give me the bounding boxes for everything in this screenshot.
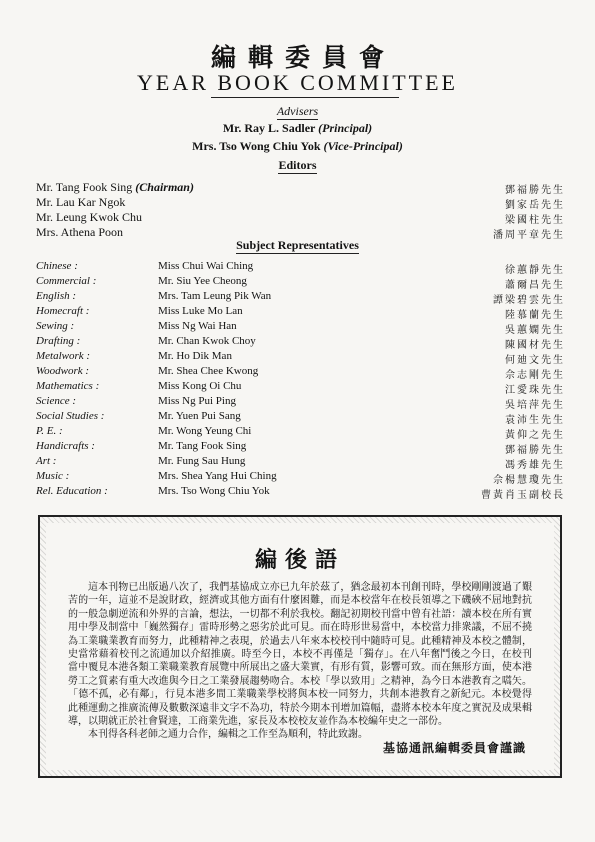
afterword-inner <box>46 523 554 770</box>
afterword-body <box>68 581 532 742</box>
advisers-heading: Advisers <box>276 104 319 118</box>
representative-chinese-name: 吳培萍先生 <box>505 400 565 411</box>
representative-name: Mr. Fung Sau Hung <box>158 455 246 467</box>
representative-name: Mr. Chan Kwok Choy <box>158 335 256 347</box>
subject-label: Metalwork : <box>36 350 91 362</box>
subject-label: English : <box>36 290 77 302</box>
subject-label: Art : <box>36 455 57 467</box>
english-title: YEAR BOOK COMMITTEE <box>137 70 458 95</box>
afterword-signature: 基協通訊編輯委員會謹識 <box>382 741 526 755</box>
subject-label: Chinese : <box>36 260 78 272</box>
subject-label: Drafting : <box>36 335 81 347</box>
editor-name: Mr. Tang Fook Sing (Chairman) <box>36 180 194 194</box>
editor-chinese-name: 劉家岳先生 <box>505 200 565 211</box>
representative-chinese-name: 佘志剛先生 <box>505 370 565 381</box>
adviser-line: Mrs. Tso Wong Chiu Yok (Vice-Principal) <box>192 139 403 153</box>
representative-name: Mr. Ho Dik Man <box>158 350 232 362</box>
subject-label: Homecraft : <box>36 305 90 317</box>
subject-label: Mathematics : <box>36 380 100 392</box>
representative-chinese-name: 江愛珠先生 <box>505 385 565 396</box>
representative-chinese-name: 佘楊慧瓊先生 <box>493 475 565 486</box>
editor-chinese-name: 鄧福勝先生 <box>505 185 565 196</box>
editor-name: Mr. Leung Kwok Chu <box>36 210 142 224</box>
representative-chinese-name: 陸慕蘭先生 <box>505 310 565 321</box>
representative-chinese-name: 陳國材先生 <box>505 340 565 351</box>
subject-label: Music : <box>36 470 70 482</box>
subject-label: Handicrafts : <box>36 440 95 452</box>
representative-chinese-name: 黃仰之先生 <box>505 430 565 441</box>
representative-name: Mr. Siu Yee Cheong <box>158 275 247 287</box>
subject-label: Sewing : <box>36 320 75 332</box>
representative-name: Miss Ng Pui Ping <box>158 395 236 407</box>
representative-chinese-name: 何廸文先生 <box>505 355 565 366</box>
representative-chinese-name: 曹黃肖玉副校長 <box>481 490 565 501</box>
representative-name: Miss Luke Mo Lan <box>158 305 243 317</box>
representative-chinese-name: 譚梁碧雲先生 <box>493 295 565 306</box>
afterword-title: 編後語 <box>254 547 345 573</box>
subject-label: Social Studies : <box>36 410 105 422</box>
afterword-paragraph: 這本刊物已出版過八次了，我們基協成立亦已九年於茲了，猶念最初本刊創刊時，學校剛剛渡過了艱苦的一年，這並不是說財政，經濟或其他方面有什麼困難，而是本校當年在校長領導之下磯硤不屈地對抗的一般急劇逆流和外界的言論，想法，一切都不利於我校。翻記初期校刊當中曾有社語：讀本校在所有實用中學及制當中「巍然獨存」雷時形勢之惡劣於此可見。而在時形世易當中，本校當力排衆議，不屈不撓為工業職業教育而努力，此種精神之表現，於過去八年來本校校刊中隨時可見。此種精神及本校之體制，史當常藉着校刊之流通加以介紹推廣。時至今日，本校不再僅是「獨存」。在八年奮鬥後之今日，在校刊當中覆見本港各類工業職業教育展覽中所展出之盛大業實，有形有質，影響可致。而在無形方面，使本港勞工之質素有重大改進與今日之工業發展趨勢吻合。本校「學以致用」之精神，為今日本港教育之嚆矢。「德不孤，必有鄰」，行見本港多間工業職業學校將與本校一同努力，共創本港教育之新紀元。本校覺得此種運動之推廣流傳及數數深遠非文字不為功，特於今期本刊增加篇幅，盡將本校本年度之實況及成果輯導，以期就正於社會賢達，工商業先進，家長及本校校友並作為本校編年史之一部份。 <box>68 582 532 728</box>
representative-name: Mr. Yuen Pui Sang <box>158 410 241 422</box>
representative-name: Mrs. Shea Yang Hui Ching <box>158 470 277 482</box>
representative-name: Mrs. Tso Wong Chiu Yok <box>158 485 270 497</box>
title-rule <box>211 97 399 98</box>
representative-name: Mr. Tang Fook Sing <box>158 440 247 452</box>
subject-label: P. E. : <box>36 425 63 437</box>
afterword-paragraph: 本刊得各科老師之通力合作，編輯之工作至為順利，特此致謝。 <box>88 729 368 741</box>
representative-chinese-name: 袁沛生先生 <box>505 415 565 426</box>
adviser-line: Mr. Ray L. Sadler (Principal) <box>222 121 373 135</box>
representative-chinese-name: 鄧福勝先生 <box>505 445 565 456</box>
representative-chinese-name: 吳蕙嫻先生 <box>505 325 565 336</box>
representative-name: Mr. Shea Chee Kwong <box>158 365 259 377</box>
afterword-box <box>38 515 562 778</box>
editor-name: Mr. Lau Kar Ngok <box>36 195 126 209</box>
editor-chinese-name: 梁國柱先生 <box>505 215 565 226</box>
editor-name: Mrs. Athena Poon <box>36 225 123 239</box>
representative-name: Miss Chui Wai Ching <box>158 260 254 272</box>
representative-chinese-name: 蕭爾昌先生 <box>505 280 565 291</box>
chinese-title: 編輯委員會 <box>210 43 396 72</box>
subject-label: Commercial : <box>36 275 97 287</box>
subject-label: Rel. Education : <box>36 485 108 497</box>
representative-name: Miss Kong Oi Chu <box>158 380 242 392</box>
representative-name: Mrs. Tam Leung Pik Wan <box>158 290 272 302</box>
representative-name: Mr. Wong Yeung Chi <box>158 425 252 437</box>
subject-representatives-heading: Subject Representatives <box>236 238 359 252</box>
subject-label: Woodwork : <box>36 365 90 377</box>
representative-chinese-name: 徐蕙靜先生 <box>505 265 565 276</box>
editors-heading: Editors <box>278 158 317 172</box>
representative-chinese-name: 馮秀雄先生 <box>505 460 565 471</box>
editor-chinese-name: 潘周平章先生 <box>493 230 565 241</box>
representative-name: Miss Ng Wai Han <box>158 320 237 332</box>
subject-label: Science : <box>36 395 76 407</box>
